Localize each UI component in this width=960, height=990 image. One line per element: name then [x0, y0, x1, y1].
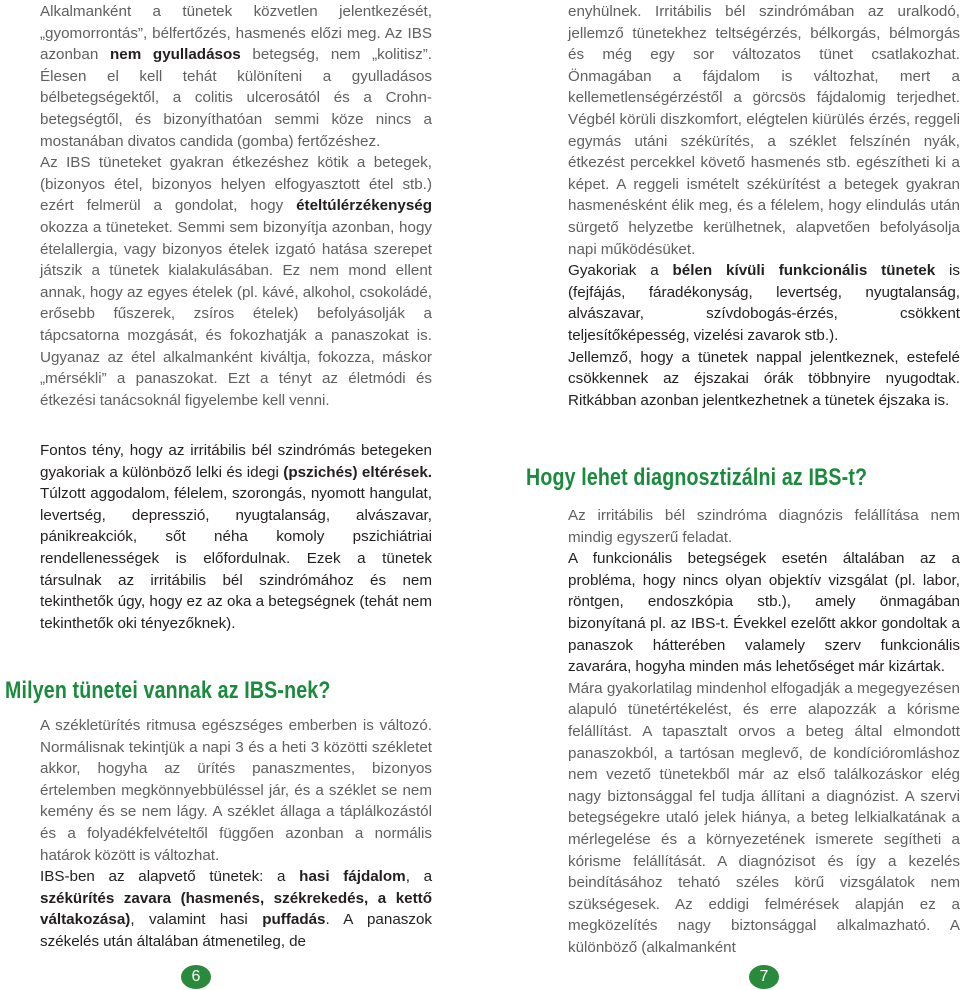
paragraph: [40, 1, 432, 152]
paragraph: enyhülnek. Irritábilis bél szindrómában az uralkodó, jellemző tünetekhez teltségérzés, bélkorgás, bélmorgás és még egy sor változatos tünet csatlakozhat. Önmagában a fájdalom is változhat, mert a kellemetlenségérzéstől a görcsös fájdalomig terjedhet. Végbél körüli diszkomfort, elégtelen kiürülés érzés, reggeli egymás utáni székürítés, a széklet felszínén nyák, étkezést percekkel követő hasmenés stb. egészítheti ki a képet. A reggeli ismételt székürítést a betegek gyakran hasmenésként élik meg, és a félelem, hogy elindulás után sürgető helyzetbe kerülhetnek, alapvetően befolyásolja napi működésüket.: [568, 3, 960, 258]
left-column-block3: [40, 715, 432, 953]
text: . A panaszok székelés után általában átmenetileg, de: [40, 911, 432, 950]
right-column-block2: [568, 505, 960, 958]
text: okozza a tüneteket. Semmi sem bizonyítja azonban, hogy ételallergia, vagy bizonyos ételek izgató hatása szerepet játszik a tünetek kialakulásában. Ez nem mond ellent annak, hogy az egyes ételek (pl. kávé, alkohol, csokoládé, erősebb fűszerek, zsíros ételek) befolyásolják a tápcsatorna mozgását, és fokozhatják a panaszokat is. Ugyanaz az étel alkalmanként kiváltja, fokozza, máskor „mérsékli” a panaszokat. Ezt a tényt az életmódi és étkezési tanácsoknál figyelembe kell venni.: [40, 218, 432, 409]
paragraph: [40, 152, 432, 411]
text: Túlzott aggodalom, félelem, szorongás, nyomott hangulat, levertség, depresszió, nyugtalanság, alvászavar, pánikreakciók, sőt néha komoly pszichiátriai rendellenességek is előfordulnak. Ezek a tünetek társulnak az irritábilis bél szindrómához és nem tekinthetők úgy, hogy ez az oka a betegségnek (tehát nem tekinthetők oki tényezőknek).: [40, 485, 432, 632]
bold-text: (pszichés) eltérések.: [283, 463, 432, 481]
left-column-block2: [40, 440, 432, 634]
section-heading: Hogy lehet diagnosztizálni az IBS-t?: [526, 464, 868, 491]
bold-text: székürítés zavara (hasmenés, székrekedés, a kettő váltakozása): [40, 889, 432, 929]
paragraph: Az irritábilis bél szindróma diagnózis felállítása nem mindig egyszerű feladat.: [568, 507, 960, 546]
bold-text: ételtúlérzékenység: [296, 197, 432, 215]
paragraph: A székletürítés ritmusa egészséges emberben is változó. Normálisnak tekintjük a napi 3 és a heti 3 közötti székletet akkor, hogyha az ürítés panaszmentes, bizonyos értelemben megkönnyebbüléssel jár, és a széklet se nem kemény és se nem lágy. A széklet állaga a táplálkozástól és a folyadékfelvételtől függően azonban a normális határok között is változhat.: [40, 717, 432, 864]
text: Gyakoriak a: [568, 262, 673, 280]
page-number-left: 6: [181, 965, 211, 989]
paragraph: [568, 260, 960, 346]
text: Fontos tény, hogy az irritábilis bél szindrómás betegeken gyakoriak a különböző lelki és idegi: [40, 442, 432, 481]
text: Az IBS tüneteket gyakran étkezéshez kötik a betegek, (bizonyos étel, bizonyos helyen elfogyasztott étel stb.) ezért felmerül a gondolat, hogy: [40, 154, 432, 215]
text: , a: [405, 868, 433, 886]
section-heading: Milyen tünetei vannak az IBS-nek?: [5, 677, 331, 704]
text: Alkalmanként a tünetek közvetlen jelentkezését, „gyomorrontás”, bélfertőzés, hasmenés előzi meg. Az IBS azonban: [40, 3, 432, 64]
text: betegség, nem „kolitisz”. Élesen el kell tehát különíteni a gyulladásos bélbetegségektől, a colitis ulcerosától és a Crohn-betegségtől, és bizonyíthatóan semmi köze nincs a mostanában divatos candida (gomba) fertőzéshez.: [40, 46, 432, 150]
text: , valamint hasi: [130, 911, 263, 929]
paragraph: Jellemző, hogy a tünetek nappal jelentkeznek, estefelé csökkennek az éjszakai órák többnyire nyugodtak. Ritkábban azonban jelentkezhetnek a tünetek éjszaka is.: [568, 348, 960, 409]
paragraph: [40, 866, 432, 952]
page-number-right: 7: [749, 965, 779, 989]
paragraph: [40, 440, 432, 634]
bold-text: nem gyulladásos: [109, 46, 241, 64]
left-column-block1: [40, 1, 432, 411]
paragraph: Mára gyakorlatilag mindenhol elfogadják a megegyezésen alapuló tünetértékelést, és erre alapozzák a kórisme felállítást. A tapasztalt orvos a beteg által elmondott panaszokból, a tartósan meglevő, de kondícióromláshoz nem vezető tünetekből már az első találkozáskor elég nagy biztonsággal fel tudja állítani a diagnózist. A szervi betegségekre utaló jelek hiánya, a beteg lelkialkatának a mérlegelése és a környezetének ismerete segítheti a kórisme felállítását. A diagnózisot és így a kezelés beindításához teható széles körű vizsgálatok nem szükségesek. Az eddigi felmérések alapján ez a megközelítés nagy biztonsággal alkalmazható. A különböző (alkalmanként: [568, 679, 960, 956]
text: is (fejfájás, fáradékonyság, levertség, nyugtalanság, alvászavar, szívdobogás-érzés, csökkent teljesítőképesség, vizelési zavarok stb.).: [568, 262, 960, 344]
bold-text: bélen kívüli funkcionális tünetek: [672, 262, 936, 280]
bold-text: hasi fájdalom: [299, 868, 406, 886]
paragraph: A funkcionális betegségek esetén általában az a probléma, hogy nincs olyan objektív vizsgálat (pl. labor, röntgen, endoszkópia stb.), amely önmagában bizonyítaná pl. az IBS-t. Évekkel ezelőtt akkor gondoltak a panaszok hátterében valamely szerv funkcionális zavarára, hogyha minden más lehetőséget már kizártak.: [568, 550, 960, 676]
right-column-block1: [568, 1, 960, 411]
text: IBS-ben az alapvető tünetek: a: [40, 868, 300, 886]
bold-text: puffadás: [262, 911, 326, 929]
